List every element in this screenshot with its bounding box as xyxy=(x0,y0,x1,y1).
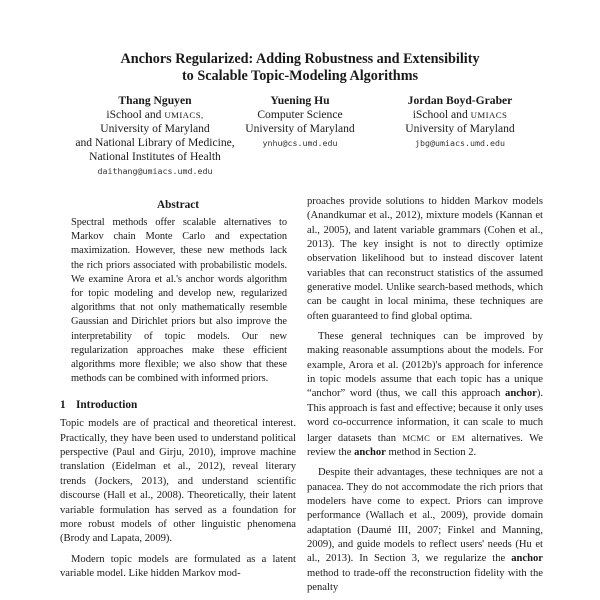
author-email: ynhu@cs.umd.edu xyxy=(262,138,338,148)
bold-term: anchor xyxy=(511,553,543,565)
author-block xyxy=(0,94,600,184)
author-1 xyxy=(60,94,250,179)
bold-term: anchor xyxy=(505,388,537,400)
title-line-2: to Scalable Topic-Modeling Algorithms xyxy=(181,68,419,84)
section-heading-introduction xyxy=(60,398,296,412)
paper-title xyxy=(60,51,540,85)
left-column xyxy=(60,198,296,581)
text-run: alternatives. We review the xyxy=(307,432,543,458)
intro-paragraph-2: Modern topic models are formulated as a latent variable model. Like hidden Markov mod- xyxy=(60,553,296,579)
smallcaps-term: MCMC xyxy=(402,432,431,443)
author-name: Thang Nguyen xyxy=(118,94,192,107)
affiliation-smallcaps: UMIACS xyxy=(470,110,508,120)
author-email: jbg@umiacs.umd.edu xyxy=(415,138,505,148)
text-run: These general techniques can be improved by making reasonable assumptions about the models. For example, Arora et al. (2012b)'s approach for inference in topic models assume that each topic has a unique “anchor” word (thus, we call this approach xyxy=(307,331,543,400)
text-run: or xyxy=(436,432,446,444)
affiliation-text: iSchool and xyxy=(106,108,162,121)
abstract-body: Spectral methods offer scalable alternatives to Markov chain Monte Carlo and expectation maximization. However, these new methods lack the rich priors associated with probabilistic models. We examine Arora et al.'s anchor words algorithm for topic modeling and develop new, regularized algorithms that not only mathematically resemble Gaussian and Dirichlet priors but also improve the interpretability of topic models. Our new regularization approaches make these efficient algorithms more flexible; we also show that these methods can be combined with informed priors. xyxy=(71,217,287,385)
author-email: daithang@umiacs.umd.edu xyxy=(97,166,213,176)
abstract-heading: Abstract xyxy=(156,199,200,211)
author-3 xyxy=(380,94,540,151)
bold-term: anchor xyxy=(354,446,386,458)
smallcaps-term: EM xyxy=(451,432,466,443)
right-paragraph-2 xyxy=(307,330,543,460)
intro-paragraph-1: Topic models are of practical and theoretical interest. Practically, they have been used to understand political perspective (Paul and Girju, 2010), improve machine translation (Eidelman et al., 2012), reveal literary trends (Jockers, 2013), and understand scientific discourse (Hall et al., 2008). Theoretically, their latent variable formulation has served as a foundation for more robust models of other linguistic phenomena (Brody and Lapata, 2009). xyxy=(60,418,296,545)
author-name: Jordan Boyd-Graber xyxy=(407,94,513,107)
author-affiliation: Computer Science xyxy=(257,108,343,121)
text-run: method to trade-off the reconstruction fidelity with the penalty xyxy=(307,567,543,593)
author-name: Yuening Hu xyxy=(270,94,330,107)
author-affiliation xyxy=(60,108,250,122)
author-2 xyxy=(240,94,360,151)
author-affiliation: and National Library of Medicine, xyxy=(75,136,235,149)
section-number: 1 xyxy=(60,399,66,412)
title-line-1: Anchors Regularized: Adding Robustness and Extensibility xyxy=(120,51,480,67)
author-affiliation: National Institutes of Health xyxy=(89,150,221,163)
text-run: ). This approach is fast and effective; because it only uses word co-occurrence information, it can scale to much larger datasets than xyxy=(307,388,543,444)
section-title: Introduction xyxy=(76,399,138,412)
text-run: Despite their advantages, these techniques are not a panacea. They do not accommodate the rich priors that modelers have come to expect. Priors can improve performance (Wallach et al., 2009), provide domain adaptation (Daumé III, 2007; Finkel and Manning, 2009), and guide models to reflect users' needs (Hu et al., 2013). In Section 3, we regularize the xyxy=(307,467,543,565)
author-affiliation: University of Maryland xyxy=(100,122,210,135)
author-affiliation: University of Maryland xyxy=(405,122,515,135)
author-affiliation: University of Maryland xyxy=(245,122,355,135)
author-affiliation xyxy=(380,108,540,122)
text-run: method in Section 2. xyxy=(388,446,477,458)
right-paragraph-3 xyxy=(307,466,543,595)
right-column xyxy=(307,195,543,595)
right-paragraph-1: proaches provide solutions to hidden Markov models (Anandkumar et al., 2012), mixture models (Kannan et al., 2005), and latent variable grammars (Cohen et al., 2013). The key insight is not to directly optimize observation likelihood but to instead discover latent variables that can reconstruct statistics of the assumed generative model. Unlike search-based methods, which can be caught in local minima, these techniques are often guaranteed to find global optima. xyxy=(307,196,543,322)
affiliation-smallcaps: UMIACS, xyxy=(164,110,204,120)
affiliation-text: iSchool and xyxy=(412,108,468,121)
